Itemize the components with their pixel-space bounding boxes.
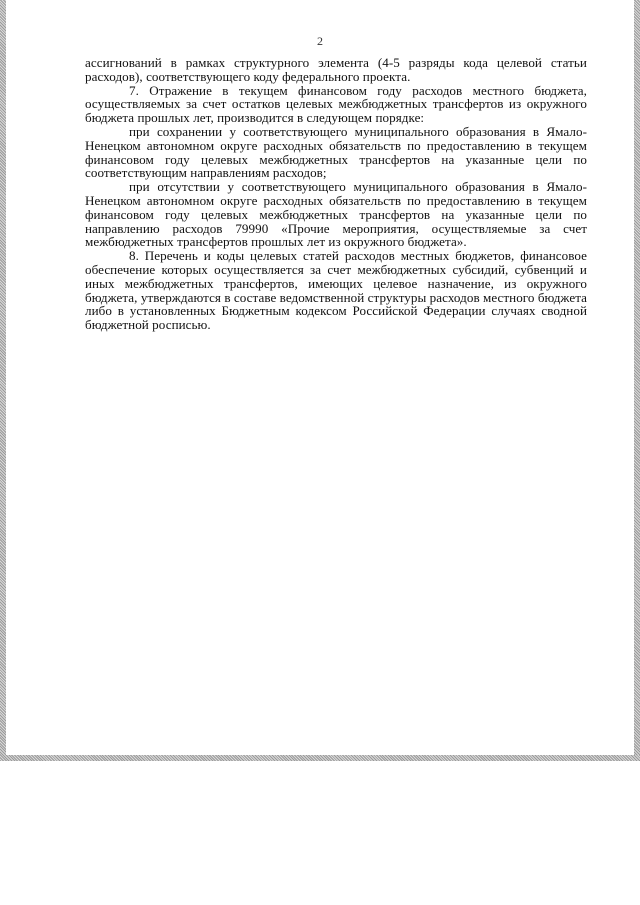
document-page xyxy=(6,0,634,755)
scan-border-bottom xyxy=(0,755,640,761)
paragraph-subitem-retention: при сохранении у соответствующего муниципального образования в Ямало-Ненецком автономном округе расходных обязательств по предоставлению в текущем финансовом году целевых межбюджетных трансфертов на указанные цели по соответствующим направлениям расходов; xyxy=(85,123,587,181)
paragraph-item-7: 7. Отражение в текущем финансовом году расходов местного бюджета, осуществляемых за счет остатков целевых межбюджетных трансфертов из окружного бюджета прошлых лет, производится в следующем порядке: xyxy=(85,82,587,126)
document-body xyxy=(85,56,587,332)
page-number: 2 xyxy=(317,34,323,48)
paragraph-continuation: ассигнований в рамках структурного элемента (4-5 разряды кода целевой статьи расходов), соответствующего коду федерального проекта. xyxy=(85,55,587,84)
paragraph-subitem-absence: при отсутствии у соответствующего муниципального образования в Ямало-Ненецком автономном округе расходных обязательств по предоставлению в текущем финансовом году целевых межбюджетных трансфертов на указанные цели по направлению расходов 79990 «Прочие мероприятия, осуществляемые за счет межбюджетных трансфертов прошлых лет из окружного бюджета». xyxy=(85,179,587,250)
paragraph-item-8: 8. Перечень и коды целевых статей расходов местных бюджетов, финансовое обеспечение которых осуществляется за счет межбюджетных субсидий, субвенций и иных межбюджетных трансфертов, имеющих целевое назначение, из окружного бюджета, утверждаются в составе ведомственной структуры расходов местного бюджета либо в установленных Бюджетным кодексом Российской Федерации случаях сводной бюджетной росписью. xyxy=(85,248,587,333)
scan-border-right xyxy=(634,0,640,761)
